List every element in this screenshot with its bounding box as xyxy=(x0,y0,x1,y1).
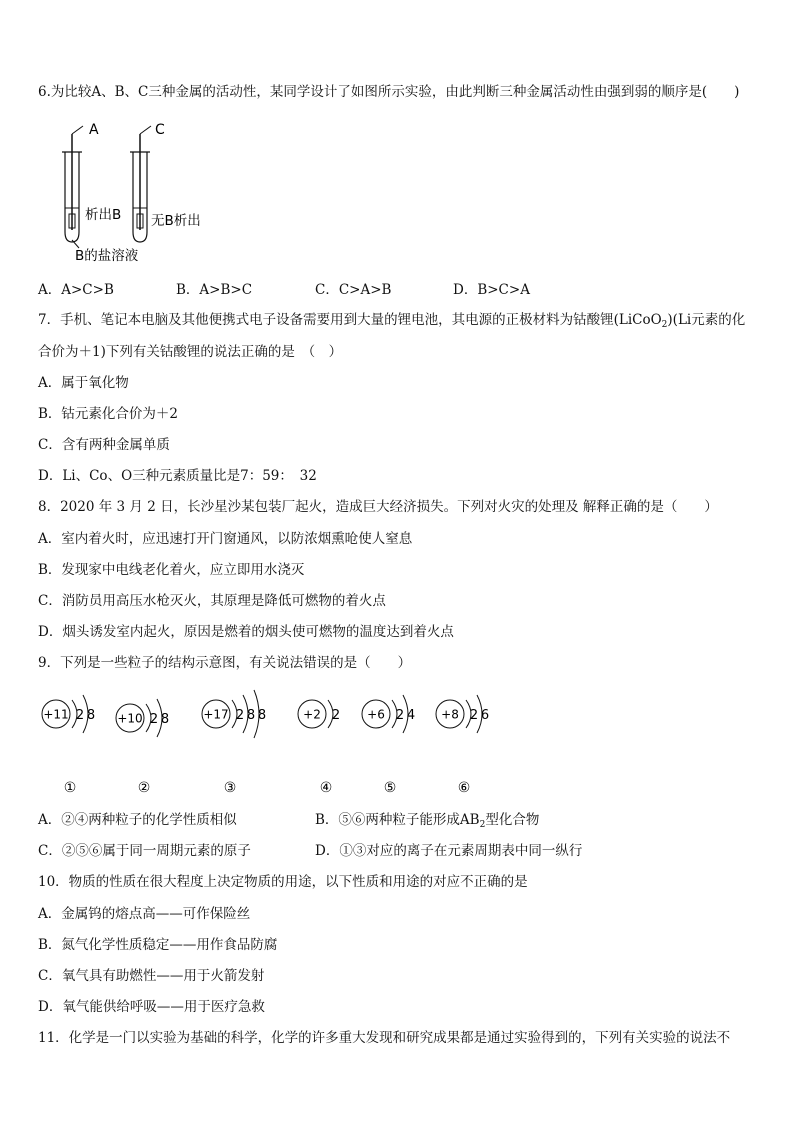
q10-option-d: D．氧气能供给呼吸——用于医疗急救 xyxy=(38,999,265,1015)
q7-option-c: C．含有两种金属单质 xyxy=(38,437,170,453)
particle-diagram-6 xyxy=(436,695,489,796)
electron-count: 2 xyxy=(469,708,479,723)
electron-count: 4 xyxy=(406,708,416,723)
q7-stem-line1: 7．手机、笔记本电脑及其他便携式电子设备需要用到大量的锂电池，其电源的正极材料为钴酸锂(LiCoO$_2$)(Li元素的化 xyxy=(38,312,746,330)
electron-count: 2 xyxy=(75,708,85,723)
nucleus-charge: +8 xyxy=(441,707,459,722)
right-test-tube xyxy=(130,126,151,242)
q8-option-d: D．烟头诱发室内起火，原因是燃着的烟头使可燃物的温度达到着火点 xyxy=(38,624,454,640)
diagram-number-label: ⑥ xyxy=(457,780,471,796)
q9-option-c: C．②⑤⑥属于同一周期元素的原子 xyxy=(38,843,251,859)
right-note: 无B析出 xyxy=(151,213,201,229)
nucleus-charge: +2 xyxy=(303,707,321,722)
q6-stem: 6.为比较A、B、C三种金属的活动性，某同学设计了如图所示实验，由此判断三种金属活动性由强到弱的顺序是( ) xyxy=(38,84,740,100)
electron-count: 2 xyxy=(149,712,159,727)
nucleus-charge: +10 xyxy=(117,711,143,726)
left-note: 析出B xyxy=(85,207,122,223)
electron-count: 8 xyxy=(246,708,256,723)
particle-diagram-5 xyxy=(362,695,415,796)
nucleus-charge: +17 xyxy=(203,707,229,722)
particle-diagram-3 xyxy=(202,690,266,796)
diagram-number-label: ③ xyxy=(223,780,237,796)
electron-count: 2 xyxy=(235,708,245,723)
q6-test-tube-figure xyxy=(55,120,235,270)
q10-option-c: C．氧气具有助燃性——用于火箭发射 xyxy=(38,968,265,984)
diagram-number-label: ② xyxy=(137,780,151,796)
particle-diagram-4 xyxy=(298,700,340,796)
q10-option-a: A．金属钨的熔点高——可作保险丝 xyxy=(38,906,251,922)
particle-diagram-1 xyxy=(42,695,95,796)
q7-option-d: D．Li、Co、O三种元素质量比是7：59： 32 xyxy=(38,468,317,484)
diagram-number-label: ⑤ xyxy=(383,780,397,796)
nucleus-charge: +11 xyxy=(43,707,69,722)
q6-option-c: C．C>A>B xyxy=(315,282,392,298)
metal-c-label: C xyxy=(155,122,165,138)
q6-option-d: D．B>C>A xyxy=(453,282,530,298)
electron-count: 6 xyxy=(480,708,490,723)
q10-stem: 10．物质的性质在很大程度上决定物质的用途，以下性质和用途的对应不正确的是 xyxy=(38,874,528,890)
q7-stem-line2: 合价为＋1)下列有关钴酸锂的说法正确的是 （ ） xyxy=(38,344,343,360)
q9-structure-diagrams xyxy=(30,678,510,796)
q7-option-a: A．属于氧化物 xyxy=(38,375,129,391)
electron-count: 2 xyxy=(331,708,341,723)
q11-stem: 11．化学是一门以实验为基础的科学，化学的许多重大发现和研究成果都是通过实验得到的，下列有关实验的说法不 xyxy=(38,1030,731,1046)
metal-a-label: A xyxy=(89,122,99,138)
electron-count: 8 xyxy=(160,712,170,727)
q8-option-a: A．室内着火时，应迅速打开门窗通风，以防浓烟熏呛使人窒息 xyxy=(38,531,413,547)
q9-stem: 9．下列是一些粒子的结构示意图，有关说法错误的是（ ） xyxy=(38,655,412,671)
electron-count: 8 xyxy=(86,708,96,723)
particle-diagram-2 xyxy=(116,699,169,796)
nucleus-charge: +6 xyxy=(367,707,385,722)
q10-option-b: B．氮气化学性质稳定——用作食品防腐 xyxy=(38,937,278,953)
diagram-number-label: ④ xyxy=(319,780,333,796)
q7-option-b: B．钴元素化合价为＋2 xyxy=(38,406,179,422)
q6-option-a: A．A>C>B xyxy=(38,282,114,298)
left-test-tube xyxy=(62,126,83,242)
q6-options xyxy=(0,281,794,299)
electron-count: 2 xyxy=(395,708,405,723)
q6-option-b: B．A>B>C xyxy=(176,282,253,298)
diagram-number-label: ① xyxy=(63,780,77,796)
q9-option-a: A．②④两种粒子的化学性质相似 xyxy=(38,812,237,828)
q8-option-b: B．发现家中电线老化着火，应立即用水浇灭 xyxy=(38,562,305,578)
q8-option-c: C．消防员用高压水枪灭火，其原理是降低可燃物的着火点 xyxy=(38,593,386,609)
solution-label: B的盐溶液 xyxy=(75,248,139,264)
q9-option-b: B．⑤⑥两种粒子能形成$AB_2$型化合物 xyxy=(315,812,540,830)
q9-option-d: D．①③对应的离子在元素周期表中同一纵行 xyxy=(315,843,583,859)
q8-stem: 8．2020 年 3 月 2 日，长沙星沙某包装厂起火，造成巨大经济损失。下列对火灾的处理及 解释正确的是（ ） xyxy=(38,499,718,515)
electron-count: 8 xyxy=(257,708,267,723)
